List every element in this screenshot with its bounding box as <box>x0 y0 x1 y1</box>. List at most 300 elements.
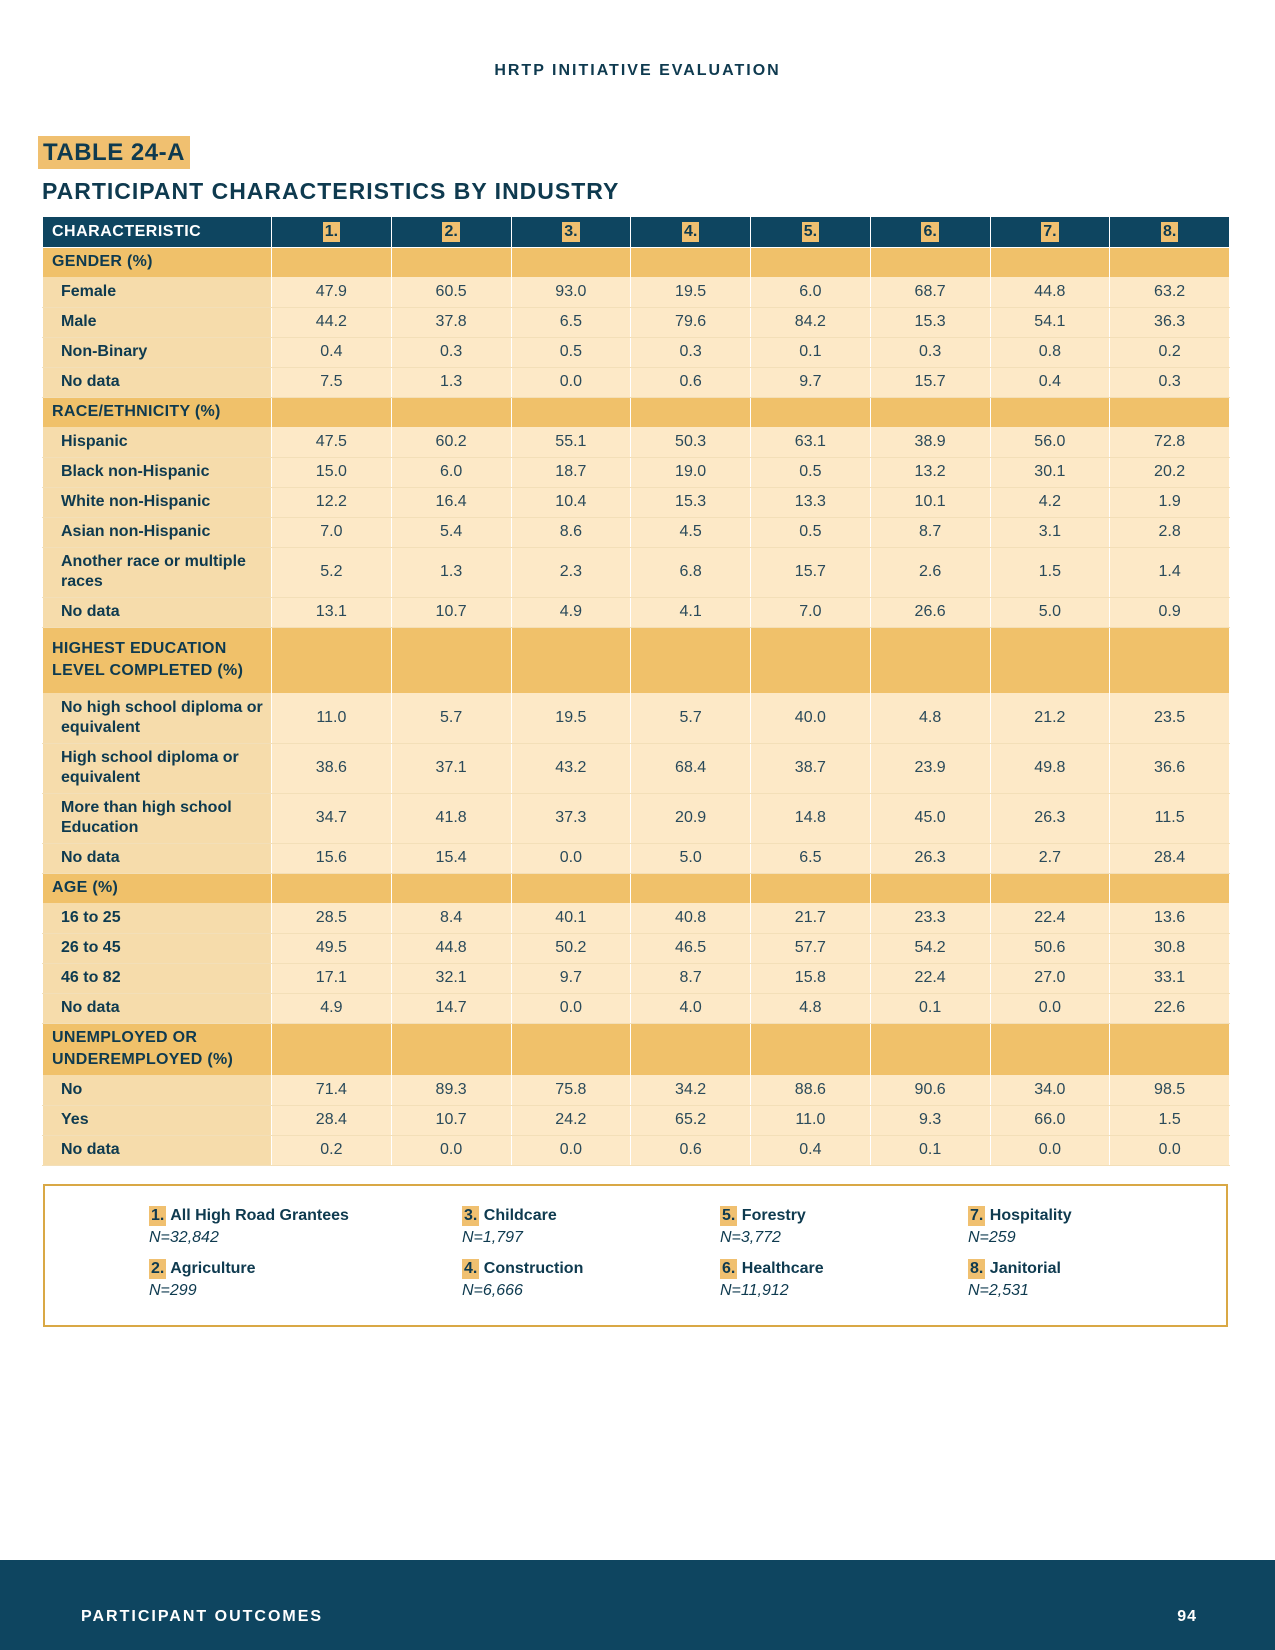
column-header-8 <box>1110 217 1230 247</box>
value-cell: 1.5 <box>990 547 1110 597</box>
value-cell: 71.4 <box>272 1075 392 1105</box>
value-cell: 0.5 <box>511 337 631 367</box>
legend-number-badge: 2. <box>151 1260 165 1277</box>
row-label: Yes <box>43 1105 272 1135</box>
value-cell: 56.0 <box>990 427 1110 457</box>
legend-industry-name: Agriculture <box>170 1260 256 1277</box>
value-cell: 28.4 <box>272 1105 392 1135</box>
row-label: Female <box>43 277 272 307</box>
section-filler-cell <box>631 397 751 427</box>
legend-industry-name: Childcare <box>483 1207 557 1224</box>
value-cell: 47.5 <box>272 427 392 457</box>
legend-item-title <box>720 1206 806 1226</box>
value-cell: 15.7 <box>870 367 990 397</box>
table-row <box>43 337 1230 367</box>
value-cell: 19.0 <box>631 457 751 487</box>
table-row <box>43 457 1230 487</box>
section-filler-cell <box>990 627 1110 693</box>
legend-industry-name: Construction <box>483 1260 584 1277</box>
value-cell: 20.9 <box>631 793 751 843</box>
legend-item <box>462 1259 583 1300</box>
value-cell: 15.3 <box>631 487 751 517</box>
section-filler-cell <box>1110 873 1230 903</box>
value-cell: 37.3 <box>511 793 631 843</box>
section-filler-cell <box>990 397 1110 427</box>
value-cell: 0.5 <box>751 457 871 487</box>
table-row <box>43 277 1230 307</box>
legend-industry-name: All High Road Grantees <box>170 1207 349 1224</box>
value-cell: 21.2 <box>990 693 1110 743</box>
value-cell: 8.7 <box>631 963 751 993</box>
value-cell: 0.3 <box>1110 367 1230 397</box>
section-title: HIGHEST EDUCATION LEVEL COMPLETED (%) <box>43 627 272 693</box>
value-cell: 4.8 <box>751 993 871 1023</box>
value-cell: 11.0 <box>751 1105 871 1135</box>
row-label: Black non-Hispanic <box>43 457 272 487</box>
value-cell: 45.0 <box>870 793 990 843</box>
legend-item-title <box>149 1206 349 1226</box>
value-cell: 1.3 <box>391 367 511 397</box>
section-title: UNEMPLOYED OR UNDEREMPLOYED (%) <box>43 1023 272 1075</box>
row-label: Asian non-Hispanic <box>43 517 272 547</box>
value-cell: 6.5 <box>511 307 631 337</box>
column-header-characteristic: CHARACTERISTIC <box>43 217 272 247</box>
section-filler-cell <box>511 1023 631 1075</box>
table-row <box>43 743 1230 793</box>
value-cell: 43.2 <box>511 743 631 793</box>
running-header: HRTP INITIATIVE EVALUATION <box>494 62 781 79</box>
value-cell: 54.1 <box>990 307 1110 337</box>
value-cell: 50.6 <box>990 933 1110 963</box>
value-cell: 50.3 <box>631 427 751 457</box>
table-row <box>43 793 1230 843</box>
legend-item <box>462 1206 557 1247</box>
value-cell: 19.5 <box>631 277 751 307</box>
value-cell: 11.0 <box>272 693 392 743</box>
section-filler-cell <box>990 1023 1110 1075</box>
value-cell: 4.2 <box>990 487 1110 517</box>
value-cell: 4.9 <box>272 993 392 1023</box>
value-cell: 32.1 <box>391 963 511 993</box>
value-cell: 15.3 <box>870 307 990 337</box>
value-cell: 16.4 <box>391 487 511 517</box>
value-cell: 9.7 <box>511 963 631 993</box>
footer-section-title: PARTICIPANT OUTCOMES <box>81 1608 324 1625</box>
value-cell: 0.0 <box>511 843 631 873</box>
value-cell: 90.6 <box>870 1075 990 1105</box>
legend-number-badge: 3. <box>464 1207 478 1224</box>
section-title: AGE (%) <box>43 873 272 903</box>
value-cell: 2.3 <box>511 547 631 597</box>
value-cell: 13.6 <box>1110 903 1230 933</box>
row-label: No data <box>43 1135 272 1165</box>
value-cell: 9.3 <box>870 1105 990 1135</box>
value-cell: 2.8 <box>1110 517 1230 547</box>
row-label: Male <box>43 307 272 337</box>
legend-number-badge: 5. <box>722 1207 736 1224</box>
value-cell: 23.3 <box>870 903 990 933</box>
row-label: No data <box>43 843 272 873</box>
legend-item-title <box>149 1259 256 1279</box>
value-cell: 44.8 <box>990 277 1110 307</box>
row-label: 26 to 45 <box>43 933 272 963</box>
value-cell: 0.8 <box>990 337 1110 367</box>
value-cell: 13.2 <box>870 457 990 487</box>
legend-industry-name: Forestry <box>741 1207 806 1224</box>
value-cell: 0.1 <box>751 337 871 367</box>
column-header-4 <box>631 217 751 247</box>
value-cell: 22.6 <box>1110 993 1230 1023</box>
legend-sample-size: N=32,842 <box>149 1229 219 1246</box>
row-label: Non-Binary <box>43 337 272 367</box>
value-cell: 68.7 <box>870 277 990 307</box>
legend-number-badge: 8. <box>970 1260 984 1277</box>
legend-number-badge: 4. <box>464 1260 478 1277</box>
value-cell: 0.3 <box>391 337 511 367</box>
value-cell: 2.6 <box>870 547 990 597</box>
legend-sample-size: N=11,912 <box>720 1282 789 1299</box>
value-cell: 4.0 <box>631 993 751 1023</box>
legend-sample-size: N=3,772 <box>720 1229 781 1246</box>
section-filler-cell <box>631 247 751 277</box>
table-row <box>43 1075 1230 1105</box>
table-row <box>43 1105 1230 1135</box>
row-label: Another race or multiple races <box>43 547 272 597</box>
value-cell: 34.7 <box>272 793 392 843</box>
value-cell: 15.4 <box>391 843 511 873</box>
column-number-badge: 4. <box>683 222 698 240</box>
value-cell: 63.2 <box>1110 277 1230 307</box>
legend-industry-name: Janitorial <box>989 1260 1061 1277</box>
legend-sample-size: N=259 <box>968 1229 1016 1246</box>
section-filler-cell <box>870 873 990 903</box>
value-cell: 17.1 <box>272 963 392 993</box>
value-cell: 19.5 <box>511 693 631 743</box>
value-cell: 88.6 <box>751 1075 871 1105</box>
legend-item-title <box>462 1206 557 1226</box>
value-cell: 26.6 <box>870 597 990 627</box>
legend-item <box>149 1259 256 1300</box>
legend-industry-name: Hospitality <box>989 1207 1072 1224</box>
value-cell: 13.3 <box>751 487 871 517</box>
value-cell: 38.6 <box>272 743 392 793</box>
value-cell: 8.6 <box>511 517 631 547</box>
value-cell: 65.2 <box>631 1105 751 1135</box>
value-cell: 8.7 <box>870 517 990 547</box>
value-cell: 22.4 <box>990 903 1110 933</box>
value-cell: 0.4 <box>751 1135 871 1165</box>
value-cell: 0.3 <box>870 337 990 367</box>
legend-number-badge: 6. <box>722 1260 736 1277</box>
value-cell: 40.1 <box>511 903 631 933</box>
column-header-2 <box>391 217 511 247</box>
section-filler-cell <box>391 627 511 693</box>
value-cell: 60.2 <box>391 427 511 457</box>
value-cell: 6.0 <box>751 277 871 307</box>
value-cell: 0.0 <box>1110 1135 1230 1165</box>
table-header-row <box>43 217 1230 247</box>
value-cell: 8.4 <box>391 903 511 933</box>
value-cell: 84.2 <box>751 307 871 337</box>
legend-sample-size: N=299 <box>149 1282 197 1299</box>
value-cell: 0.3 <box>631 337 751 367</box>
value-cell: 20.2 <box>1110 457 1230 487</box>
section-filler-cell <box>391 1023 511 1075</box>
legend-item <box>149 1206 349 1247</box>
section-filler-cell <box>272 397 392 427</box>
value-cell: 26.3 <box>990 793 1110 843</box>
table-row <box>43 597 1230 627</box>
column-number-badge: 1. <box>324 222 339 240</box>
value-cell: 7.5 <box>272 367 392 397</box>
value-cell: 3.1 <box>990 517 1110 547</box>
value-cell: 34.0 <box>990 1075 1110 1105</box>
section-filler-cell <box>511 247 631 277</box>
legend-item-title <box>968 1206 1072 1226</box>
row-label: White non-Hispanic <box>43 487 272 517</box>
value-cell: 1.4 <box>1110 547 1230 597</box>
section-filler-cell <box>1110 247 1230 277</box>
value-cell: 54.2 <box>870 933 990 963</box>
column-header-5 <box>751 217 871 247</box>
legend-item <box>720 1259 824 1300</box>
column-number-badge: 6. <box>923 222 937 240</box>
column-header-6 <box>870 217 990 247</box>
legend-number-badge: 7. <box>970 1207 984 1224</box>
value-cell: 27.0 <box>990 963 1110 993</box>
section-filler-cell <box>631 627 751 693</box>
value-cell: 24.2 <box>511 1105 631 1135</box>
value-cell: 38.7 <box>751 743 871 793</box>
value-cell: 0.6 <box>631 1135 751 1165</box>
section-filler-cell <box>870 1023 990 1075</box>
column-number-badge: 2. <box>444 222 458 240</box>
section-filler-cell <box>870 247 990 277</box>
value-cell: 37.8 <box>391 307 511 337</box>
value-cell: 10.4 <box>511 487 631 517</box>
value-cell: 1.3 <box>391 547 511 597</box>
value-cell: 0.1 <box>870 993 990 1023</box>
section-filler-cell <box>1110 1023 1230 1075</box>
table-title: PARTICIPANT CHARACTERISTICS BY INDUSTRY <box>42 178 620 204</box>
value-cell: 0.0 <box>511 367 631 397</box>
value-cell: 11.5 <box>1110 793 1230 843</box>
section-filler-cell <box>751 1023 871 1075</box>
row-label: 16 to 25 <box>43 903 272 933</box>
section-filler-cell <box>990 873 1110 903</box>
table-row <box>43 933 1230 963</box>
value-cell: 72.8 <box>1110 427 1230 457</box>
section-title: GENDER (%) <box>43 247 272 277</box>
value-cell: 22.4 <box>870 963 990 993</box>
column-number-badge: 7. <box>1043 222 1057 240</box>
value-cell: 93.0 <box>511 277 631 307</box>
row-label: No high school diploma or equivalent <box>43 693 272 743</box>
legend-industry-name: Healthcare <box>741 1260 824 1277</box>
value-cell: 89.3 <box>391 1075 511 1105</box>
value-cell: 44.8 <box>391 933 511 963</box>
value-cell: 0.1 <box>870 1135 990 1165</box>
value-cell: 5.7 <box>391 693 511 743</box>
value-cell: 0.0 <box>990 993 1110 1023</box>
value-cell: 0.2 <box>272 1135 392 1165</box>
value-cell: 5.2 <box>272 547 392 597</box>
legend-item <box>968 1259 1061 1300</box>
value-cell: 40.0 <box>751 693 871 743</box>
value-cell: 46.5 <box>631 933 751 963</box>
value-cell: 7.0 <box>751 597 871 627</box>
legend-item-title <box>462 1259 583 1279</box>
section-filler-cell <box>511 397 631 427</box>
section-filler-cell <box>751 247 871 277</box>
value-cell: 21.7 <box>751 903 871 933</box>
legend-sample-size: N=6,666 <box>462 1282 523 1299</box>
section-filler-cell <box>751 397 871 427</box>
value-cell: 30.8 <box>1110 933 1230 963</box>
value-cell: 0.4 <box>272 337 392 367</box>
table-row <box>43 487 1230 517</box>
value-cell: 0.2 <box>1110 337 1230 367</box>
value-cell: 40.8 <box>631 903 751 933</box>
value-cell: 49.8 <box>990 743 1110 793</box>
section-header-row <box>43 627 1230 693</box>
row-label: 46 to 82 <box>43 963 272 993</box>
value-cell: 57.7 <box>751 933 871 963</box>
value-cell: 10.1 <box>870 487 990 517</box>
legend-item-title <box>720 1259 824 1279</box>
section-header-row <box>43 247 1230 277</box>
value-cell: 26.3 <box>870 843 990 873</box>
row-label: Hispanic <box>43 427 272 457</box>
page-footer <box>0 1560 1275 1650</box>
value-cell: 60.5 <box>391 277 511 307</box>
section-header-row <box>43 397 1230 427</box>
value-cell: 15.7 <box>751 547 871 597</box>
legend-sample-size: N=1,797 <box>462 1229 523 1246</box>
value-cell: 4.9 <box>511 597 631 627</box>
table-row <box>43 367 1230 397</box>
value-cell: 68.4 <box>631 743 751 793</box>
value-cell: 0.0 <box>391 1135 511 1165</box>
page-number: 94 <box>1177 1608 1197 1625</box>
value-cell: 49.5 <box>272 933 392 963</box>
value-cell: 30.1 <box>990 457 1110 487</box>
value-cell: 23.5 <box>1110 693 1230 743</box>
value-cell: 55.1 <box>511 427 631 457</box>
value-cell: 23.9 <box>870 743 990 793</box>
participant-characteristics-table <box>42 217 1230 1166</box>
section-filler-cell <box>631 873 751 903</box>
value-cell: 79.6 <box>631 307 751 337</box>
value-cell: 36.3 <box>1110 307 1230 337</box>
value-cell: 14.7 <box>391 993 511 1023</box>
column-number-badge: 5. <box>803 222 818 240</box>
row-label: No <box>43 1075 272 1105</box>
column-number-badge: 3. <box>564 222 578 240</box>
value-cell: 13.1 <box>272 597 392 627</box>
value-cell: 4.5 <box>631 517 751 547</box>
value-cell: 44.2 <box>272 307 392 337</box>
value-cell: 4.8 <box>870 693 990 743</box>
value-cell: 0.0 <box>511 993 631 1023</box>
legend-item <box>720 1206 806 1247</box>
legend-sample-size: N=2,531 <box>968 1282 1029 1299</box>
table-label: TABLE 24-A <box>38 136 190 169</box>
column-header-3 <box>511 217 631 247</box>
section-filler-cell <box>870 397 990 427</box>
value-cell: 33.1 <box>1110 963 1230 993</box>
section-title: RACE/ETHNICITY (%) <box>43 397 272 427</box>
section-filler-cell <box>511 627 631 693</box>
value-cell: 9.7 <box>751 367 871 397</box>
section-filler-cell <box>272 627 392 693</box>
table-row <box>43 993 1230 1023</box>
column-number-badge: 8. <box>1162 222 1177 240</box>
value-cell: 0.0 <box>990 1135 1110 1165</box>
legend-item-title <box>968 1259 1061 1279</box>
value-cell: 12.2 <box>272 487 392 517</box>
value-cell: 0.6 <box>631 367 751 397</box>
table-row <box>43 307 1230 337</box>
section-filler-cell <box>272 1023 392 1075</box>
value-cell: 5.0 <box>631 843 751 873</box>
value-cell: 18.7 <box>511 457 631 487</box>
value-cell: 10.7 <box>391 1105 511 1135</box>
section-filler-cell <box>391 247 511 277</box>
column-header-7 <box>990 217 1110 247</box>
value-cell: 6.5 <box>751 843 871 873</box>
row-label: More than high school Education <box>43 793 272 843</box>
table-row <box>43 693 1230 743</box>
value-cell: 98.5 <box>1110 1075 1230 1105</box>
column-header-1 <box>272 217 392 247</box>
table-row <box>43 843 1230 873</box>
value-cell: 5.7 <box>631 693 751 743</box>
value-cell: 41.8 <box>391 793 511 843</box>
value-cell: 63.1 <box>751 427 871 457</box>
row-label: No data <box>43 597 272 627</box>
section-header-row <box>43 1023 1230 1075</box>
value-cell: 0.0 <box>511 1135 631 1165</box>
table-row <box>43 903 1230 933</box>
table-row <box>43 963 1230 993</box>
section-filler-cell <box>990 247 1110 277</box>
value-cell: 0.9 <box>1110 597 1230 627</box>
value-cell: 15.6 <box>272 843 392 873</box>
value-cell: 36.6 <box>1110 743 1230 793</box>
value-cell: 47.9 <box>272 277 392 307</box>
row-label: No data <box>43 993 272 1023</box>
value-cell: 2.7 <box>990 843 1110 873</box>
section-filler-cell <box>272 247 392 277</box>
value-cell: 6.0 <box>391 457 511 487</box>
legend-number-badge: 1. <box>151 1207 165 1224</box>
row-label: High school diploma or equivalent <box>43 743 272 793</box>
value-cell: 10.7 <box>391 597 511 627</box>
table-row <box>43 517 1230 547</box>
value-cell: 0.4 <box>990 367 1110 397</box>
section-filler-cell <box>751 627 871 693</box>
section-filler-cell <box>272 873 392 903</box>
section-filler-cell <box>870 627 990 693</box>
section-filler-cell <box>1110 627 1230 693</box>
value-cell: 1.5 <box>1110 1105 1230 1135</box>
value-cell: 75.8 <box>511 1075 631 1105</box>
value-cell: 34.2 <box>631 1075 751 1105</box>
legend-item <box>968 1206 1072 1247</box>
value-cell: 5.4 <box>391 517 511 547</box>
table-body <box>43 247 1230 1165</box>
